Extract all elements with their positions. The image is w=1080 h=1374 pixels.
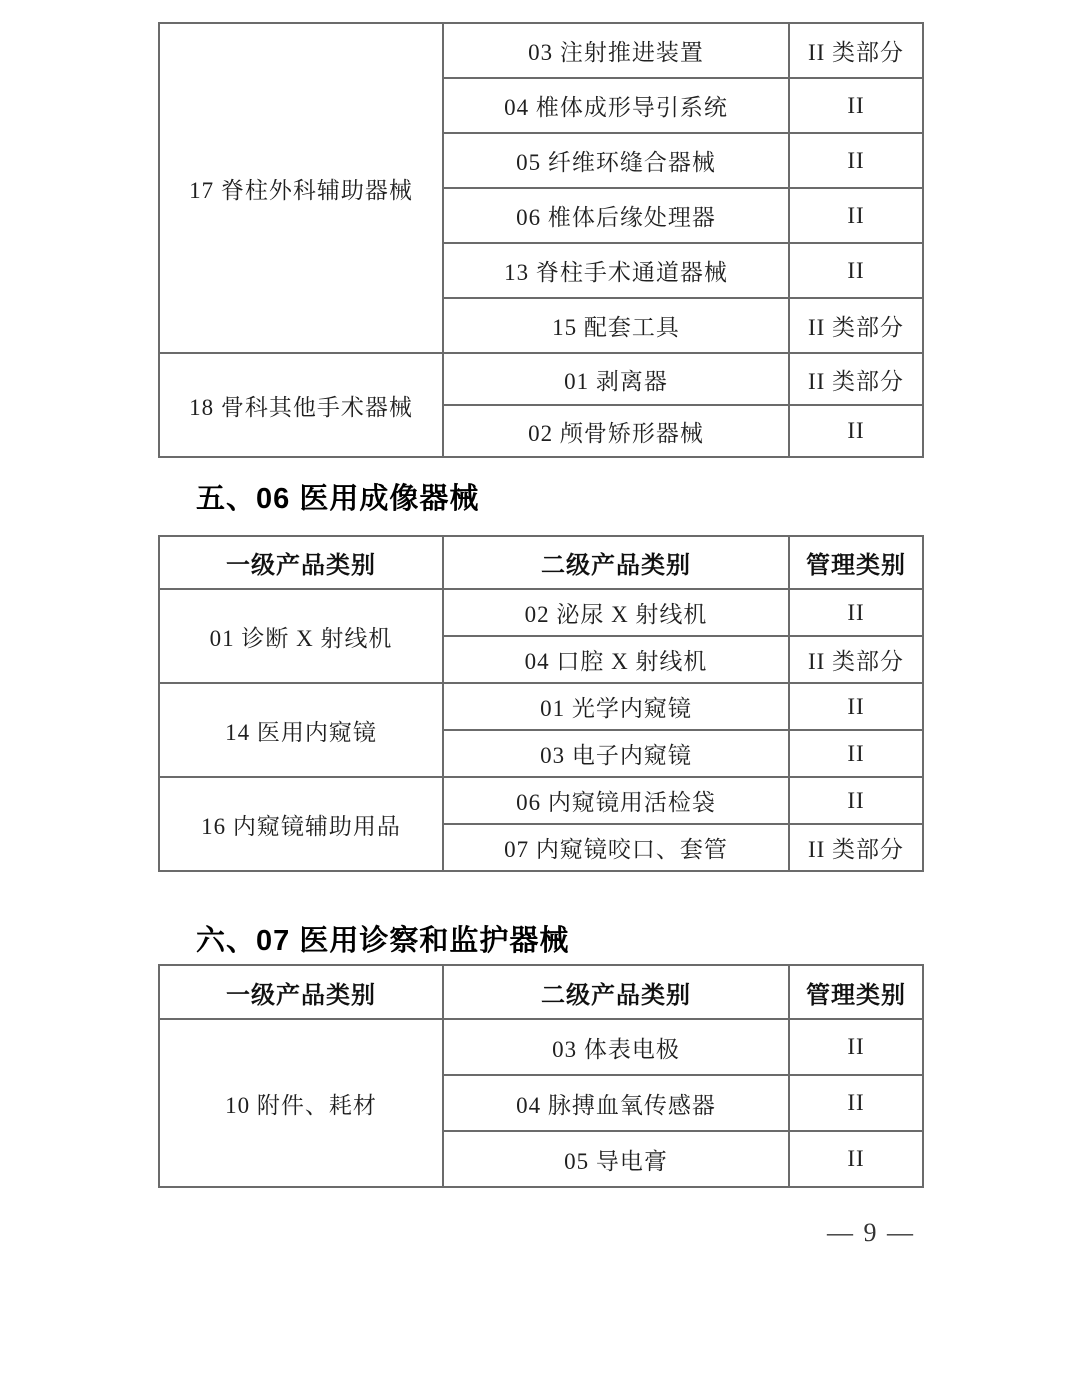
secondary-category-cell: 06 内窥镜用活检袋 <box>443 777 789 824</box>
management-class-cell: II 类部分 <box>789 23 923 78</box>
primary-category-cell: 18 骨科其他手术器械 <box>159 353 443 457</box>
secondary-category-cell: 07 内窥镜咬口、套管 <box>443 824 789 871</box>
secondary-category-cell: 03 注射推进装置 <box>443 23 789 78</box>
secondary-category-cell: 06 椎体后缘处理器 <box>443 188 789 243</box>
secondary-category-cell: 05 纤维环缝合器械 <box>443 133 789 188</box>
secondary-category-cell: 03 电子内窥镜 <box>443 730 789 777</box>
management-class-cell: II <box>789 78 923 133</box>
monitoring-devices-table <box>158 964 924 1188</box>
management-class-cell: II <box>789 188 923 243</box>
management-class-cell: II <box>789 133 923 188</box>
management-class-cell: II <box>789 1131 923 1187</box>
secondary-category-cell: 15 配套工具 <box>443 298 789 353</box>
primary-category-cell: 17 脊柱外科辅助器械 <box>159 23 443 353</box>
col-header-primary-category: 一级产品类别 <box>159 536 443 589</box>
imaging-devices-table <box>158 535 924 872</box>
secondary-category-cell: 04 脉搏血氧传感器 <box>443 1075 789 1131</box>
primary-category-cell: 16 内窥镜辅助用品 <box>159 777 443 871</box>
management-class-cell: II <box>789 683 923 730</box>
management-class-cell: II <box>789 730 923 777</box>
secondary-category-cell: 01 剥离器 <box>443 353 789 405</box>
col-header-management-class: 管理类别 <box>789 536 923 589</box>
col-header-management-class: 管理类别 <box>789 965 923 1019</box>
management-class-cell: II <box>789 1075 923 1131</box>
secondary-category-cell: 04 椎体成形导引系统 <box>443 78 789 133</box>
management-class-cell: II 类部分 <box>789 824 923 871</box>
page-number: — 9 — <box>827 1218 915 1247</box>
col-header-primary-category: 一级产品类别 <box>159 965 443 1019</box>
secondary-category-cell: 04 口腔 X 射线机 <box>443 636 789 683</box>
secondary-category-cell: 02 泌尿 X 射线机 <box>443 589 789 636</box>
primary-category-cell: 14 医用内窥镜 <box>159 683 443 777</box>
section-heading-monitoring-devices: 六、07 医用诊察和监护器械 <box>196 925 570 957</box>
secondary-category-cell: 13 脊柱手术通道器械 <box>443 243 789 298</box>
management-class-cell: II 类部分 <box>789 298 923 353</box>
col-header-secondary-category: 二级产品类别 <box>443 536 789 589</box>
primary-category-cell: 10 附件、耗材 <box>159 1019 443 1187</box>
management-class-cell: II 类部分 <box>789 353 923 405</box>
secondary-category-cell: 01 光学内窥镜 <box>443 683 789 730</box>
management-class-cell: II <box>789 589 923 636</box>
secondary-category-cell: 05 导电膏 <box>443 1131 789 1187</box>
secondary-category-cell: 03 体表电极 <box>443 1019 789 1075</box>
section-heading-imaging-devices: 五、06 医用成像器械 <box>196 483 480 515</box>
secondary-category-cell: 02 颅骨矫形器械 <box>443 405 789 457</box>
management-class-cell: II <box>789 1019 923 1075</box>
management-class-cell: II <box>789 777 923 824</box>
management-class-cell: II <box>789 405 923 457</box>
management-class-cell: II 类部分 <box>789 636 923 683</box>
col-header-secondary-category: 二级产品类别 <box>443 965 789 1019</box>
management-class-cell: II <box>789 243 923 298</box>
continuation-table <box>158 22 924 458</box>
primary-category-cell: 01 诊断 X 射线机 <box>159 589 443 683</box>
